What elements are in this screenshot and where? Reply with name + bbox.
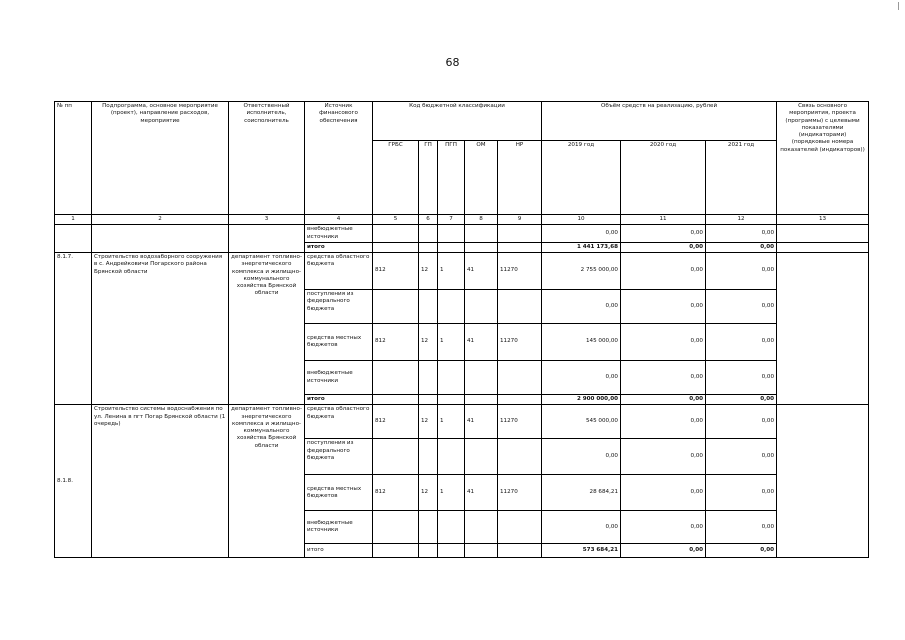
source-cell: поступления из федерального бюджета xyxy=(305,439,373,475)
prev-num-cell xyxy=(55,225,92,253)
source-cell: итого xyxy=(305,544,373,558)
source-cell: средства местных бюджетов xyxy=(305,324,373,361)
header-np: НР xyxy=(498,141,542,215)
source-cell: внебюджетные источники xyxy=(305,361,373,395)
amount-2020: 0,00 xyxy=(621,324,706,361)
header-volume: Объём средств на реализацию, рублей xyxy=(542,102,777,141)
om-cell: 41 xyxy=(465,324,498,361)
item-executor: департамент топливно-энергетического комплекса и жилищно-коммунального хозяйства Брянской области xyxy=(229,405,305,558)
col-number: 8 xyxy=(465,215,498,225)
amount-2021: 0,00 xyxy=(706,253,777,290)
header-budget-code: Код бюджетной классификации xyxy=(373,102,542,141)
amount-2019: 2 755 000,00 xyxy=(542,253,621,290)
table-row xyxy=(55,225,869,243)
amount-2019: 28 684,21 xyxy=(542,475,621,511)
header-2019: 2019 год xyxy=(542,141,621,215)
col-number: 6 xyxy=(419,215,438,225)
col-number: 1 xyxy=(55,215,92,225)
header-subprogram: Подпрограмма, основное мероприятие (проект), направление расходов, мероприятие xyxy=(92,102,229,215)
column-number-row xyxy=(55,215,869,225)
source-cell: итого xyxy=(305,242,373,252)
np-cell: 11270 xyxy=(498,253,542,290)
header-pgp: ПГП xyxy=(438,141,465,215)
item-executor: департамент топливно-энергетического комплекса и жилищно-коммунального хозяйства Брянской области xyxy=(229,253,305,405)
prev-name-cell xyxy=(92,225,229,253)
header-num: № пп xyxy=(55,102,92,215)
amount-2021: 0,00 xyxy=(706,405,777,439)
amount-2021: 0,00 xyxy=(706,361,777,395)
amount-2019: 0,00 xyxy=(542,361,621,395)
amount-2020: 0,00 xyxy=(621,475,706,511)
amount-2019: 545 000,00 xyxy=(542,405,621,439)
header-executor: Ответственный исполнитель, соисполнитель xyxy=(229,102,305,215)
col-number: 9 xyxy=(498,215,542,225)
item-name: Строительство водозаборного сооружения в с. Андрейковичи Погарского района Брянской области xyxy=(92,253,229,405)
amount-2021: 0,00 xyxy=(706,439,777,475)
om-cell: 41 xyxy=(465,253,498,290)
amount-2021: 0,00 xyxy=(706,511,777,544)
amount-2020: 0,00 xyxy=(621,439,706,475)
col-number: 10 xyxy=(542,215,621,225)
table-row xyxy=(55,253,869,290)
header-grbs: ГРБС xyxy=(373,141,419,215)
amount-2019: 0,00 xyxy=(542,511,621,544)
np-cell: 11270 xyxy=(498,475,542,511)
col-number: 5 xyxy=(373,215,419,225)
om-cell: 41 xyxy=(465,405,498,439)
amount-2020: 0,00 xyxy=(621,544,706,558)
pgp-cell: 1 xyxy=(438,475,465,511)
amount-2020: 0,00 xyxy=(621,405,706,439)
amount-2019: 0,00 xyxy=(542,225,621,243)
amount-2021: 0,00 xyxy=(706,225,777,243)
gp-cell: 12 xyxy=(419,475,438,511)
grbs-cell: 812 xyxy=(373,405,419,439)
col-number: 11 xyxy=(621,215,706,225)
amount-2019: 2 900 000,00 xyxy=(542,395,621,405)
pgp-cell: 1 xyxy=(438,253,465,290)
col-number: 7 xyxy=(438,215,465,225)
page-number: 68 xyxy=(445,56,460,69)
link-cell xyxy=(777,405,869,558)
amount-2020: 0,00 xyxy=(621,395,706,405)
prev-executor-cell xyxy=(229,225,305,253)
budget-table xyxy=(54,101,869,558)
om-cell: 41 xyxy=(465,475,498,511)
grbs-cell: 812 xyxy=(373,253,419,290)
link-cell xyxy=(777,253,869,405)
source-cell: поступления из федерального бюджета xyxy=(305,290,373,324)
source-cell: внебюджетные источники xyxy=(305,511,373,544)
amount-2021: 0,00 xyxy=(706,324,777,361)
item-name: Строительство системы водоснабжения по ул. Ленина в пгт Погар Брянской области (1 очередь) xyxy=(92,405,229,558)
header-gp: ГП xyxy=(419,141,438,215)
amount-2019: 573 684,21 xyxy=(542,544,621,558)
source-cell: итого xyxy=(305,395,373,405)
source-cell: средства областного бюджета xyxy=(305,405,373,439)
amount-2020: 0,00 xyxy=(621,253,706,290)
grbs-cell: 812 xyxy=(373,324,419,361)
grbs-cell: 812 xyxy=(373,475,419,511)
amount-2019: 145 000,00 xyxy=(542,324,621,361)
amount-2020: 0,00 xyxy=(621,290,706,324)
source-cell: средства местных бюджетов xyxy=(305,475,373,511)
header-source: Источник финансового обеспечения xyxy=(305,102,373,215)
header-2021: 2021 год xyxy=(706,141,777,215)
header-link: Связь основного мероприятия, проекта (программы) с целевыми показателями (индикаторами) (порядковые номера показателей (индикаторов)) xyxy=(777,102,869,215)
header-row-1 xyxy=(55,102,869,141)
amount-2019: 0,00 xyxy=(542,439,621,475)
col-number: 13 xyxy=(777,215,869,225)
col-number: 3 xyxy=(229,215,305,225)
gp-cell: 12 xyxy=(419,253,438,290)
col-number: 4 xyxy=(305,215,373,225)
item-number: 8.1.8. xyxy=(55,405,92,558)
amount-2021: 0,00 xyxy=(706,544,777,558)
header-2020: 2020 год xyxy=(621,141,706,215)
gp-cell: 12 xyxy=(419,405,438,439)
amount-2021: 0,00 xyxy=(706,475,777,511)
header-om: ОМ xyxy=(465,141,498,215)
gp-cell: 12 xyxy=(419,324,438,361)
amount-2021: 0,00 xyxy=(706,290,777,324)
amount-2019: 0,00 xyxy=(542,290,621,324)
item-number: 8.1.7. xyxy=(55,253,92,405)
amount-2020: 0,00 xyxy=(621,361,706,395)
amount-2021: 0,00 xyxy=(706,395,777,405)
np-cell: 11270 xyxy=(498,405,542,439)
pgp-cell: 1 xyxy=(438,405,465,439)
amount-2019: 1 441 173,68 xyxy=(542,242,621,252)
amount-2020: 0,00 xyxy=(621,225,706,243)
scan-edge-mark xyxy=(898,2,899,10)
col-number: 12 xyxy=(706,215,777,225)
amount-2021: 0,00 xyxy=(706,242,777,252)
amount-2020: 0,00 xyxy=(621,242,706,252)
source-cell: средства областного бюджета xyxy=(305,253,373,290)
pgp-cell: 1 xyxy=(438,324,465,361)
table-row xyxy=(55,405,869,439)
source-cell: внебюджетные источники xyxy=(305,225,373,243)
col-number: 2 xyxy=(92,215,229,225)
amount-2020: 0,00 xyxy=(621,511,706,544)
np-cell: 11270 xyxy=(498,324,542,361)
